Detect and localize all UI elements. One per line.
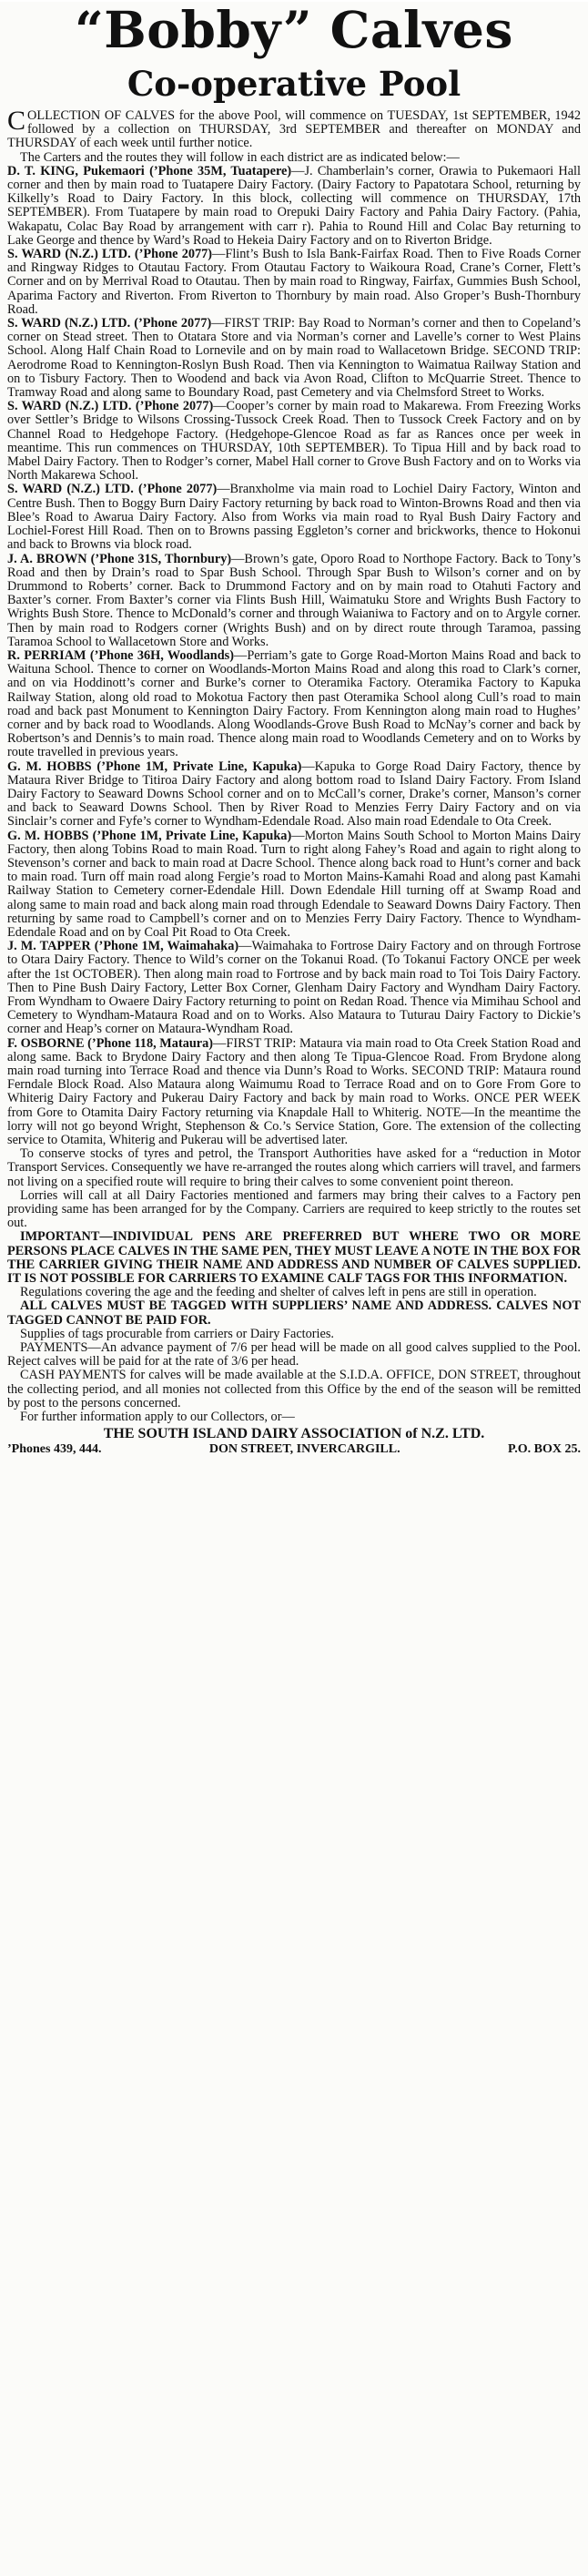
body-text [7, 106, 582, 1425]
route-text: —FIRST TRIP: Bay Road to Norman’s corner and then to Copeland’s corner on Stead street. Then to Otatara Store and via Norman’s corner and Lavelle’s corner to West Plains School. Along Half Chain Road to Lornevile and on by main road to Wallacetown Bridge. SECOND TRIP: Aerodrome Road to Kennington-Roslyn Bush Road. Then via Kennington to Waimatua Railway Station and on to Tisbury Factory. Then to Woodend and back via Avon Road, Clifton to McQuarrie Street. Thence to Tramway Road and along same to Boundary Road, past Cemetery and via Chelmsford Street to Works. [7, 316, 581, 401]
route-carrier: S. WARD (N.Z.) LTD. (’Phone 2077) [7, 482, 218, 497]
route-entry [7, 649, 581, 760]
notice-important: IMPORTANT—INDIVIDUAL PENS ARE PREFERRED BUT WHERE TWO OR MORE PERSONS PLACE CALVES IN THE SAME PEN, THEY MUST LEAVE A NOTE IN THE BOX FOR THE CARRIER GIVING THEIR NAME AND ADDRESS AND NUMBER OF CALVES SUPPLIED. IT IS NOT POSSIBLE FOR CARRIERS TO EXAMINE CALF TAGS FOR THIS INFORMATION. [7, 1229, 581, 1287]
route-text: —Perriam’s gate to Gorge Road-Morton Mains Road and back to Waituna School. Thence to corner on Woodlands-Morton Mains Road and along this road to Clark’s corner, and on via Hoddinott’s corner and Burke’s corner to Oteramika Factory. Oteramika Factory to Kapuka Railway Station, along old road to Mokotua Factory then past Oteramika School along Cull’s road to main road and back past Monument to Kennington Dairy Factory. From Kennington along main road to Hughes’ corner and by back road to Woodlands. Along Woodlands-Grove Bush Road to McNay’s corner and back by Robertson’s and Dennis’s to main road. Thence along main road to Woodlands Cemetery and on to Works by route travelled in previous years. [7, 647, 581, 760]
carriers-intro: The Carters and the routes they will follow in each district are as indicated below:— [20, 149, 460, 165]
route-entry [7, 248, 581, 317]
newspaper-advertisement [0, 2, 588, 2576]
intro-paragraph: COLLECTION OF CALVES for the above Pool, will commence on TUESDAY, 1st SEPTEMBER, 1942 followed by a collection on THURSDAY, 3rd SEPTEMBER and thereafter on MONDAY and THURSDAY of each week until further notice. [7, 106, 581, 151]
route-carrier: S. WARD (N.Z.) LTD. (’Phone 2077) [7, 247, 213, 262]
route-carrier: F. OSBORNE (’Phone 118, Mataura) [7, 1035, 214, 1051]
route-carrier: D. T. KING, Pukemaori (’Phone 35M, Tuatapere) [7, 163, 292, 178]
route-text: —J. Chamberlain’s corner, Orawia to Pukemaori Hall corner and then by main road to Tuatapere Dairy Factory. (Dairy Factory to Papatotara School, returning by Kilkelly’s Road to Dairy Factory. In this block, collecting will commence on THURSDAY, 17th SEPTEMBER). From Tuatapere by main road to Orepuki Dairy Factory and Pahia Dairy Factory. (Pahia, Wakapatu, Colac Bay Road by arrangement with carr r). Pahia to Round Hill and Colac Bay returning to Lake George and thence by Ward’s Road to Hekeia Dairy Factory and on to Riverton Bridge. [7, 163, 581, 248]
route-entry [7, 760, 581, 830]
route-carrier: R. PERRIAM (’Phone 36H, Woodlands) [7, 647, 235, 663]
route-text: —Branxholme via main road to Lochiel Dairy Factory, Winton and Centre Bush. Then to Boggy Burn Dairy Factory returning by back road to Winton-Browns Road and then via Blee’s Road to Awarua Dairy Factory. Also from Works via main road to Ryal Bush Dairy Factory and Lochiel-Forest Hill Road. Then on to Browns passing Eggleton’s corner and brickworks, thence to Hokonui and back to Browns via block road. [7, 482, 581, 553]
page-subtitle: Co-operative Pool [127, 64, 461, 104]
route-text: —Flint’s Bush to Isla Bank-Fairfax Road. Then to Five Roads Corner and Ringway Ridges to Otautau Factory. From Otautau Factory to Waikoura Road, Crane’s Corner, Flett’s Corner and on by Merrival Road to Otautau. Then by main road to Ringway, Fairfax, Gummies Bush School, Aparima Factory and Riverton. From Riverton to Thornbury by main road. Also Groper’s Bush-Thornbury Road. [7, 247, 581, 317]
route-entry [7, 553, 581, 649]
route-text: —FIRST TRIP: Mataura via main road to Ota Creek Station Road and along same. Back to Brydone Dairy Factory and then along Te Tipua-Glencoe Road. From Brydone along main road turning into Terrace Road and thence via Dunn’s Road to Works. SECOND TRIP: Mataura round Ferndale Block Road. Also Mataura along Waimumu Road to Terrace Road and on to Gore From Gore to Whiterig Dairy Factory and Pukerau Dairy Factory and back by main road to Works. ONCE PER WEEK from Gore to Otamita Dairy Factory returning via Knapdale Hall to Whiterig. NOTE—In the meantime the lorry will not go beyond Wright, Stephenson & Co.’s Service Station, Gore. The extension of the collecting service to Otamita, Whiterig and Pukerau will be advertised later. [7, 1035, 581, 1148]
notice-tagging: ALL CALVES MUST BE TAGGED WITH SUPPLIERS’ NAME AND ADDRESS. CALVES NOT TAGGED CANNOT BE PAID FOR. [7, 1298, 581, 1328]
notice-paragraph: Regulations covering the age and the feeding and shelter of calves left in pens are still in operation. [20, 1285, 537, 1300]
notice-paragraph: To conserve stocks of tyres and petrol, the Transport Authorities have asked for a “reduction in Motor Transport Services. Consequently we have re-arranged the routes along which carriers will travel, and farmers not living on a specified route will require to bring their calves to some convenient point thereon. [7, 1146, 581, 1189]
notices [7, 1147, 581, 1424]
route-text: —Morton Mains South School to Morton Mains Dairy Factory, then along Tobins Road to main Road. Turn to right along Fahey’s Road and again to right along to Stevenson’s corner and back to main road at Dacre School. Thence along back road to Hunt’s corner and back to main road. Turn off main road along Fergie’s road to Morton Mains-Kamahi Road and along past Kamahi Railway Station to Cemetery corner-Edendale Hill. Down Edendale Hill turning off at Swamp Road and along same to main road and back along main road through Edendale to Seaward Downs Dairy Factory. Then returning by same road to Campbell’s corner and on to Menzies Ferry Dairy Factory. Thence to Wyndham-Edendale Road and on by Coal Pit Road to Ota Creek. [7, 828, 581, 940]
route-carrier: G. M. HOBBS (’Phone 1M, Private Line, Kapuka) [7, 759, 302, 774]
route-carrier: G. M. HOBBS (’Phone 1M, Private Line, Kapuka) [7, 828, 292, 843]
page-title: “Bobby” Calves [75, 0, 513, 59]
notice-paragraph: Lorries will call at all Dairy Factories mentioned and farmers may bring their calves to a Factory pen providing same has been arranged for by the Company. Carriers are required to keep strictly to the routes set out. [7, 1187, 581, 1231]
route-entry [7, 940, 581, 1036]
route-entry [7, 317, 581, 400]
notice-paragraph: Supplies of tags procurable from carriers or Dairy Factories. [20, 1326, 334, 1341]
route-entry [7, 483, 581, 552]
route-carrier: J. A. BROWN (’Phone 31S, Thornbury) [7, 551, 232, 566]
footer-contact-line [7, 1442, 581, 1457]
route-carrier: S. WARD (N.Z.) LTD. (’Phone 2077) [7, 399, 214, 414]
route-entry [7, 400, 581, 483]
route-carrier: S. WARD (N.Z.) LTD. (’Phone 2077) [7, 316, 212, 331]
route-text: —Kapuka to Gorge Road Dairy Factory, thence by Mataura River Bridge to Titiroa Dairy Factory and along bottom road to Island Dairy Factory. From Island Dairy Factory to Seaward Downs School corner and on to McCall’s corner, Drake’s corner, Manson’s corner and back to Seaward Downs School. Then by River Road to Menzies Ferry Dairy Factory and on via Sinclair’s corner and Fyfe’s corner to Wyndham-Edendale Road. Also main road Edendale to Ota Creek. [7, 759, 581, 830]
footer-phones: ’Phones 439, 444. [7, 1442, 102, 1457]
route-entry [7, 1037, 581, 1148]
routes-list [7, 165, 581, 1147]
notice-payments: PAYMENTS—An advance payment of 7/6 per head will be made on all good calves supplied to the Pool. Reject calves will be paid for at the rate of 3/6 per head. [7, 1340, 581, 1369]
notice-cash-payments: CASH PAYMENTS for calves will be made available at the S.I.D.A. OFFICE, DON STREET, throughout the collecting period, and all monies not collected from this Office by the end of the season will be remitted by post to the persons concerned. [7, 1368, 581, 1410]
route-text: —Cooper’s corner by main road to Makarewa. From Freezing Works over Settler’s Bridge to Wilsons Crossing-Tussock Creek Road. Then to Tussock Creek Factory and on by Channel Road to Hedgehope Factory. (Hedgehope-Glencoe Road as far as Rances once per week in meantime. This run commences on THURSDAY, 10th SEPTEMBER). To Tipua Hill and by back road to Mabel Dairy Factory. Then to Rodger’s corner, Mabel Hall corner to Grove Bush Factory and on to Works via North Makarewa School. [7, 399, 581, 484]
route-entry [7, 165, 581, 248]
route-entry [7, 830, 581, 941]
route-text: —Waimahaka to Fortrose Dairy Factory and on through Fortrose to Otara Dairy Factory. Thence to Wild’s corner on the Tokanui Road. (To Tokanui Factory ONCE per week after the 1st OCTOBER). Then along main road to Fortrose and by back main road to Toi Tois Dairy Factory. Then to Pine Bush Dairy Factory, Letter Box Corner, Glenham Dairy Factory and Wyndham Dairy Factory. From Wyndham to Owaere Dairy Factory returning to point on Redan Road. Thence via Mimihau School and Cemetery to Wyndham-Mataura Road and on to Works. Also Mataura to Tuturau Dairy Factory to Dickie’s corner and Heap’s corner on Mataura-Wyndham Road. [7, 939, 582, 1037]
footer-po-box: P.O. BOX 25. [507, 1442, 581, 1457]
footer-organisation: THE SOUTH ISLAND DAIRY ASSOCIATION of N.Z. LTD. [103, 1426, 485, 1442]
route-text: —Brown’s gate, Oporo Road to Northope Factory. Back to Tony’s Road and then by Drain’s road to Spar Bush School. Through Spar Bush to Wilson’s corner and on by Drummond to Roberts’ corner. Back to Drummond Factory and on by main road to Otahuti Factory and Baxter’s corner. From Baxter’s corner via Flints Bush Hill, Waimatuku Store and Wrights Bush Factory to Wrights Bush Store. Thence to McDonald’s corner and through Waianiwa to Factory and on to Argyle corner. Then by main road to Rodgers corner (Wrights Bush) and on by direct route through Taramoa, passing Taramoa School to Wallacetown Store and Works. [7, 551, 581, 649]
footer-address: DON STREET, INVERCARGILL. [208, 1442, 400, 1457]
route-carrier: J. M. TAPPER (’Phone 1M, Waimahaka) [7, 939, 239, 954]
notice-contact: For further information apply to our Collectors, or— [20, 1410, 295, 1425]
